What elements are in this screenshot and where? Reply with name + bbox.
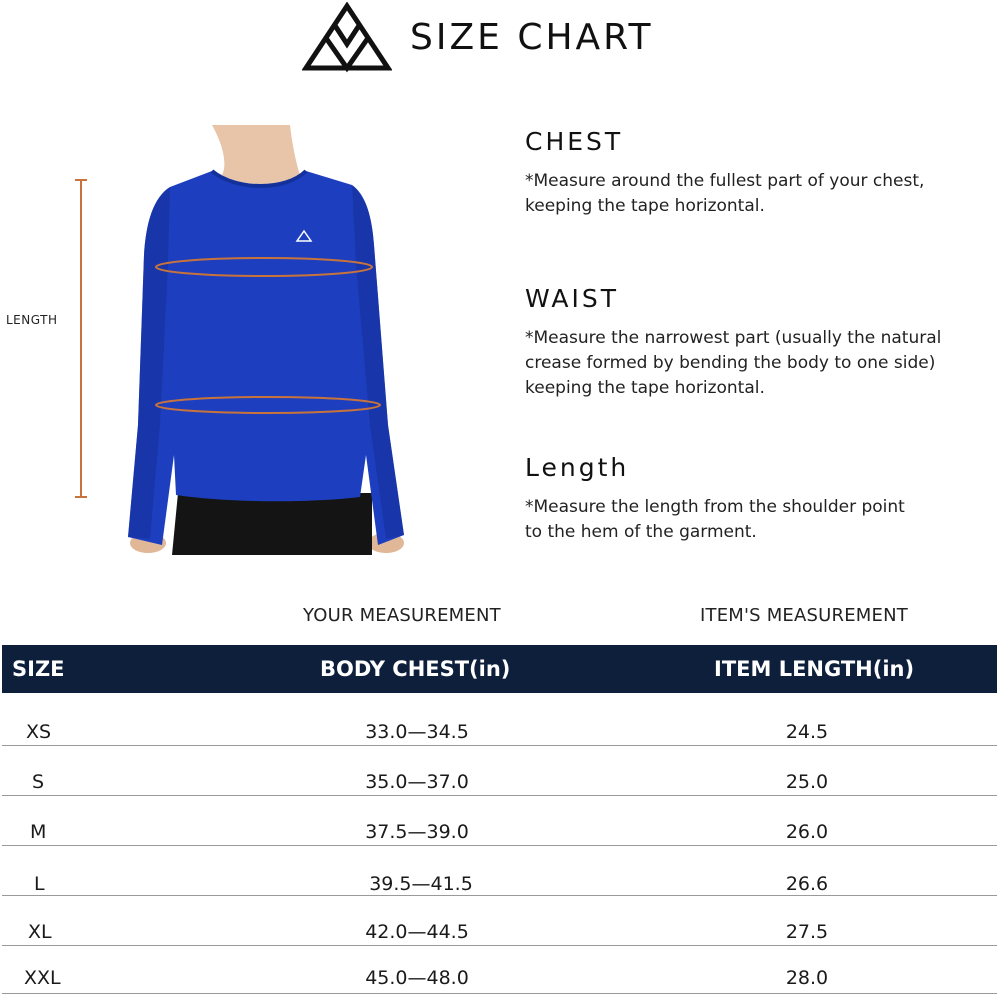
column-header-item-length: ITEM LENGTH(in) (714, 657, 915, 681)
length-cell: 26.6 (785, 873, 829, 895)
chest-section (525, 127, 995, 219)
item-measurement-label: ITEM'S MEASUREMENT (700, 605, 908, 626)
size-table-header (2, 645, 997, 693)
column-header-body-chest: BODY CHEST(in) (320, 657, 511, 681)
size-cell: S (32, 771, 45, 793)
length-cell: 28.0 (785, 967, 829, 989)
chest-text: *Measure around the fullest part of your chest, keeping the tape horizontal. (525, 171, 925, 216)
length-cell: 26.0 (785, 821, 829, 843)
model-illustration (0, 125, 420, 555)
table-row (2, 896, 997, 946)
length-cell: 27.5 (785, 921, 829, 943)
waist-text: *Measure the narrowest part (usually the natural crease formed by bending the body to one side) keeping the tape horizontal. (525, 328, 942, 398)
table-row (2, 946, 997, 994)
chest-title: CHEST (525, 127, 624, 156)
size-cell: L (34, 873, 45, 895)
chest-cell: 42.0—44.5 (365, 921, 469, 943)
your-measurement-label: YOUR MEASUREMENT (303, 605, 501, 626)
length-text: *Measure the length from the shoulder point to the hem of the garment. (525, 497, 905, 542)
chest-cell: 39.5—41.5 (369, 873, 473, 895)
page-title: SIZE CHART (410, 17, 654, 58)
table-row (2, 696, 997, 746)
length-label: LENGTH (6, 313, 58, 327)
table-row (2, 796, 997, 846)
brand-logo-icon (302, 2, 392, 74)
waist-section (525, 284, 995, 401)
size-cell: XXL (24, 967, 61, 989)
length-cell: 25.0 (785, 771, 829, 793)
chest-cell: 45.0—48.0 (365, 967, 469, 989)
waist-title: WAIST (525, 284, 619, 313)
table-row (2, 846, 997, 896)
chest-cell: 37.5—39.0 (365, 821, 469, 843)
column-header-size: SIZE (12, 657, 65, 681)
length-title: Length (525, 453, 630, 482)
chest-cell: 33.0—34.5 (365, 721, 469, 743)
chest-cell: 35.0—37.0 (365, 771, 469, 793)
header (0, 0, 1000, 80)
model-figure (0, 125, 420, 555)
size-cell: M (30, 821, 47, 843)
table-row (2, 746, 997, 796)
length-cell: 24.5 (785, 721, 829, 743)
length-section (525, 453, 995, 545)
size-cell: XS (26, 721, 52, 743)
size-cell: XL (28, 921, 52, 943)
